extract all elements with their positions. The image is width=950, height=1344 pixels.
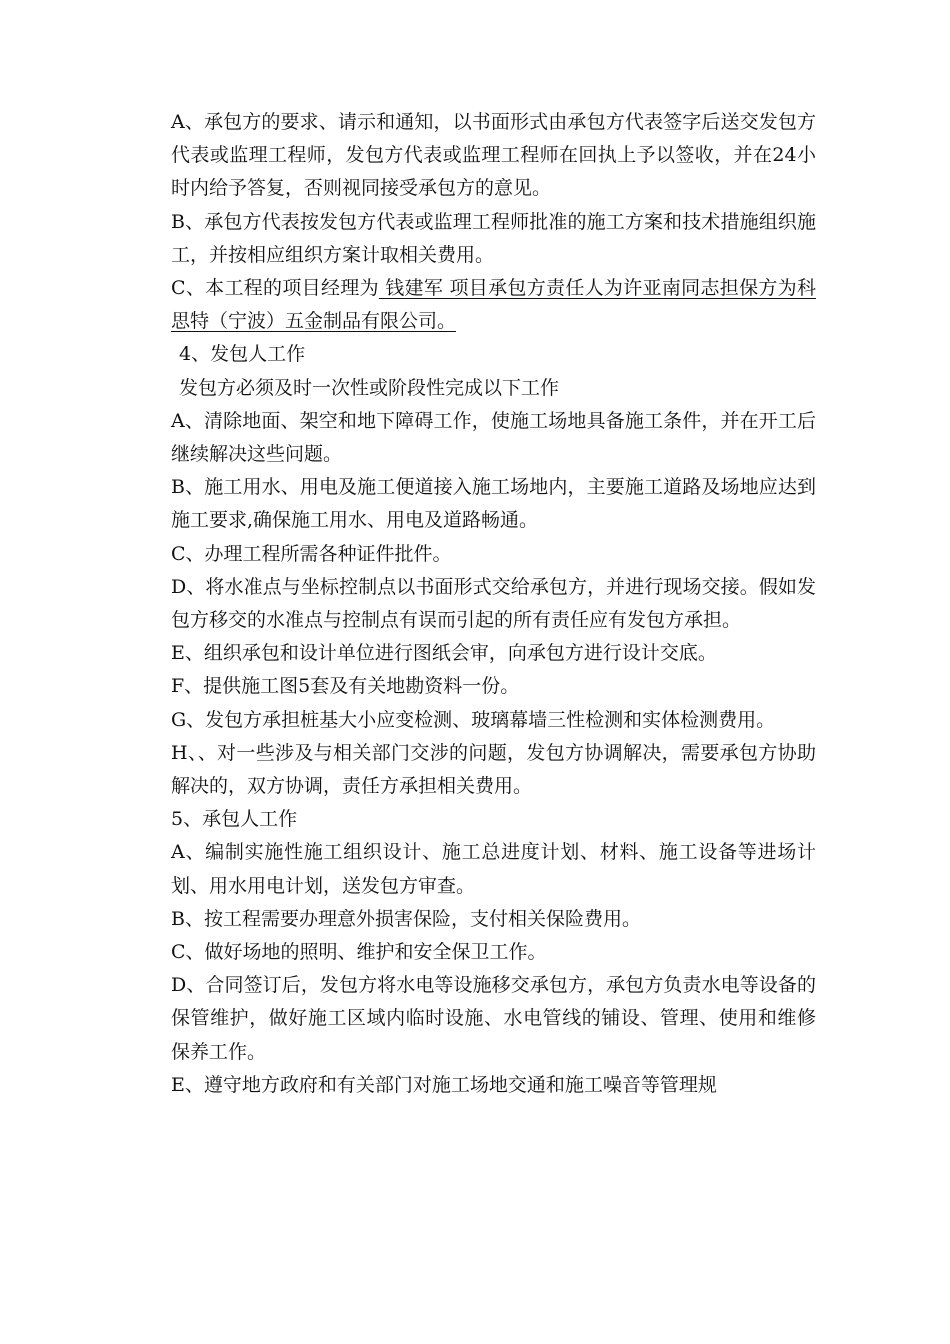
- paragraph-e-drawing-review: E、组织承包和设计单位进行图纸会审，向承包方进行设计交底。: [171, 642, 717, 665]
- paragraph-b-water-power: B、施工用水、用电及施工便道接入施工场地内，主要施工道路及场地应达到施工要求,确保施工用水、用电及道路畅通。: [171, 476, 816, 532]
- paragraph-d-benchmarks: D、将水准点与坐标控制点以书面形式交给承包方，并进行现场交接。假如发包方移交的水准点与控制点有误而引起的所有责任应有发包方承担。: [171, 575, 816, 632]
- section-heading-contractor-work: 5、承包人工作: [171, 808, 298, 831]
- paragraph-d-facility-maintenance: D、合同签订后，发包方将水电等设施移交承包方，承包方负责水电等设备的保管维护，做好施工区域内临时设施、水电管线的铺设、管理、使用和维修保养工作。: [171, 974, 816, 1063]
- paragraph-f-drawings: F、提供施工图5套及有关地勘资料一份。: [171, 675, 520, 698]
- paragraph-c-permits: C、办理工程所需各种证件批件。: [171, 542, 452, 565]
- paragraph-e-regulations: E、遵守地方政府和有关部门对施工场地交通和施工噪音等管理规: [171, 1073, 717, 1096]
- paragraph-h-coordination: H、、对一些涉及与相关部门交涉的问题，发包方协调解决，需要承包方协助解决的，双方协调，责任方承担相关费用。: [171, 741, 816, 798]
- paragraph-g-testing-costs: G、发包方承担桩基大小应变检测、玻璃幕墙三性检测和实体检测费用。: [171, 708, 776, 731]
- paragraph-c-prefix: C、本工程的项目经理为: [171, 277, 379, 300]
- paragraph-c-lighting-security: C、做好场地的照明、维护和安全保卫工作。: [171, 941, 547, 964]
- paragraph-a-clear-obstacles: A、清除地面、架空和地下障碍工作，使施工场地具备施工条件，并在开工后继续解决这些问题。: [171, 409, 816, 466]
- paragraph-a-contractor-requests: A、承包方的要求、请示和通知，以书面形式由承包方代表签字后送交发包方代表或监理工程师，发包方代表或监理工程师在回执上予以签收，并在24小时内给予答复，否则视同接受承包方的意见。: [171, 111, 816, 200]
- section-heading-employer-work: 4、发包人工作: [179, 343, 306, 366]
- paragraph-c-underlined-names: 钱建军 项目承包方责任人为许亚南同志担保方为科思特（宁波）五金制品有限公司。: [171, 277, 816, 333]
- paragraph-c-project-manager: [171, 272, 816, 338]
- paragraph-employer-intro: 发包方必须及时一次性或阶段性完成以下工作: [179, 376, 560, 399]
- paragraph-b-insurance: B、按工程需要办理意外损害保险，支付相关保险费用。: [171, 907, 641, 930]
- paragraph-b-construction-plan: B、承包方代表按发包方代表或监理工程师批准的施工方案和技术措施组织施工，并按相应组织方案计取相关费用。: [171, 210, 816, 266]
- paragraph-a-construction-design: A、编制实施性施工组织设计、施工总进度计划、材料、施工设备等进场计划、用水用电计划，送发包方审查。: [171, 841, 816, 897]
- document-body: [171, 106, 816, 1102]
